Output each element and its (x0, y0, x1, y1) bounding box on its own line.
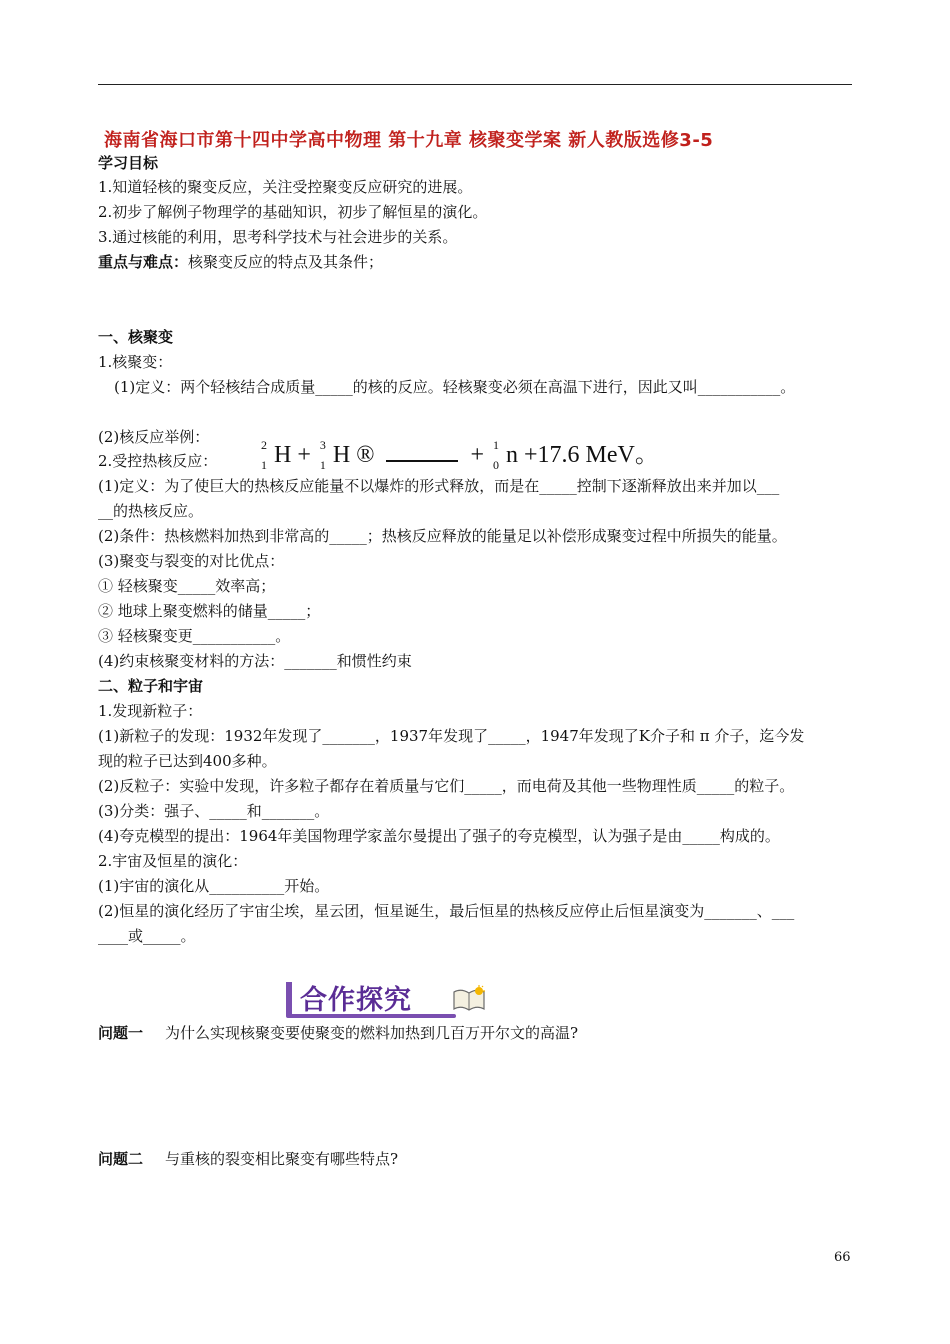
text-line: (4)夸克模型的提出：1964年美国物理学家盖尔曼提出了强子的夸克模型，认为强子是由_____构成的。 (98, 827, 780, 845)
text-line: 现的粒子已达到400多种。 (98, 752, 277, 770)
text-line: ② 地球上聚变燃料的储量_____； (98, 602, 321, 620)
text-line: ① 轻核聚变_____效率高； (98, 577, 276, 595)
tritium-nuclide: 3 1 H (319, 438, 351, 472)
plus-sign: + (470, 442, 485, 468)
answer-blank (386, 444, 458, 462)
text-line: (4)约束核聚变材料的方法：_______和惯性约束 (98, 652, 412, 670)
question-label: 问题二 (98, 1150, 144, 1168)
goals-heading: 学习目标 (98, 154, 159, 172)
key-points (98, 251, 383, 273)
neutron-nuclide: 1 0 n (493, 438, 519, 472)
question-two (98, 1148, 398, 1170)
fusion-definition: (1)定义：两个轻核结合成质量_____的核的反应。轻核聚变必须在高温下进行，因此又叫___________。 (114, 378, 796, 396)
text-line: ____或_____。 (98, 927, 196, 945)
question-label: 问题一 (98, 1024, 144, 1042)
text-line: (1)定义：为了使巨大的热核反应能量不以爆炸的形式释放，而是在_____控制下逐渐释放出来并加以___ (98, 477, 780, 495)
text-line: (1)宇宙的演化从__________开始。 (98, 877, 330, 895)
energy-release: +17.6 MeV。 (524, 442, 659, 468)
goal-item: 3.通过核能的利用，思考科学技术与社会进步的关系。 (98, 228, 458, 246)
reaction-example-label: (2)核反应举例： (98, 428, 210, 446)
header-rule (98, 84, 852, 85)
text-line: __的热核反应。 (98, 502, 204, 520)
text-line: ③ 轻核聚变更___________。 (98, 627, 291, 645)
text-line: (2)恒星的演化经历了宇宙尘埃，星云团，恒星诞生，最后恒星的热核反应停止后恒星演变为_______、___ (98, 902, 795, 920)
arrow-symbol: ® (356, 442, 375, 468)
text-line: (1)新粒子的发现：1932年发现了_______，1937年发现了_____，1947年发现了K介子和 π 介子，迄今发 (98, 727, 805, 745)
fusion-equation (258, 434, 659, 470)
key-text: 核聚变反应的特点及其条件； (188, 253, 384, 271)
deuterium-nuclide: 2 1 H (261, 438, 292, 472)
key-label: 重点与难点： (98, 253, 189, 271)
question-text: 为什么实现核聚变要使聚变的燃料加热到几百万开尔文的高温? (165, 1024, 579, 1042)
page-number: 66 (834, 1250, 851, 1265)
section1-heading: 一、核聚变 (98, 328, 174, 346)
text-line: (3)分类：强子、_____和_______。 (98, 802, 330, 820)
plus-sign: + (297, 442, 311, 468)
goal-item: 1.知道轻核的聚变反应，关注受控聚变反应研究的进展。 (98, 178, 473, 196)
text-line: (2)条件：热核燃料加热到非常高的_____；热核反应释放的能量足以补偿形成聚变过程中所损失的能量。 (98, 527, 787, 545)
section2-heading: 二、粒子和宇宙 (98, 677, 204, 695)
badge-text: 合作探究 (300, 985, 412, 1016)
badge-bar (286, 982, 292, 1016)
question-text: 与重核的裂变相比聚变有哪些特点? (165, 1150, 399, 1168)
text-line: (2)反粒子：实验中发现，许多粒子都存在着质量与它们_____，而电荷及其他一些物理性质_____的粒子。 (98, 777, 795, 795)
section1-sub1: 1.核聚变： (98, 353, 173, 371)
text-line: (3)聚变与裂变的对比优点： (98, 552, 285, 570)
text-line: 2.宇宙及恒星的演化： (98, 852, 248, 870)
goal-item: 2.初步了解例子物理学的基础知识，初步了解恒星的演化。 (98, 203, 488, 221)
cooperative-inquiry-badge (286, 976, 490, 1020)
text-line: 1.发现新粒子： (98, 702, 203, 720)
section1-sub2: 2.受控热核反应： (98, 452, 218, 470)
question-one (98, 1022, 578, 1044)
document-title: 海南省海口市第十四中学高中物理 第十九章 核聚变学案 新人教版选修3-5 (104, 130, 714, 151)
open-book-icon (452, 984, 486, 1012)
